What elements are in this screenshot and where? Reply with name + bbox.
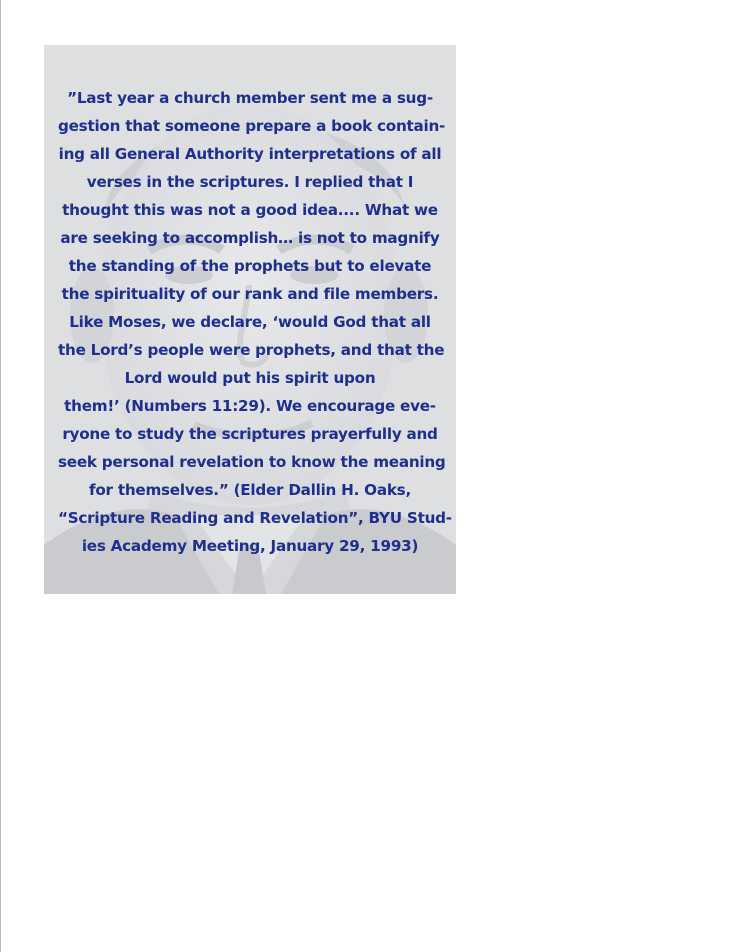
quote-line: for themselves.” (Elder Dallin H. Oaks, — [89, 481, 411, 499]
quote-citation-line: ies Academy Meeting, January 29, 1993) — [81, 537, 419, 555]
quote-card — [44, 45, 456, 594]
quote-line: seek personal revelation to know the meaning — [58, 453, 446, 471]
quote-line: verses in the scriptures. I replied that I — [86, 173, 414, 191]
quote-line: ryone to study the scriptures prayerfully and — [62, 425, 438, 443]
quote-line: gestion that someone prepare a book contain- — [58, 117, 446, 135]
quote-text — [58, 84, 452, 560]
quote-line: the spirituality of our rank and file members. — [61, 285, 439, 303]
quote-line: “Scripture Reading and Revelation”, BYU Stud- — [58, 509, 452, 527]
page-left-edge — [0, 0, 1, 952]
quote-line: thought this was not a good idea.... What we — [62, 201, 438, 219]
quote-line: ”Last year a church member sent me a sug- — [67, 89, 433, 107]
quote-line: the standing of the prophets but to elevate — [68, 257, 432, 275]
quote-line: ing all General Authority interpretations of all — [58, 145, 442, 163]
quote-line: the Lord’s people were prophets, and that the — [58, 341, 445, 359]
quote-line: them!’ (Numbers 11:29). We encourage eve- — [64, 397, 436, 415]
quote-line: are seeking to accomplish… is not to magnify — [60, 229, 440, 247]
quote-line: Lord would put his spirit upon — [124, 369, 376, 387]
quote-line: Like Moses, we declare, ‘would God that all — [69, 313, 431, 331]
